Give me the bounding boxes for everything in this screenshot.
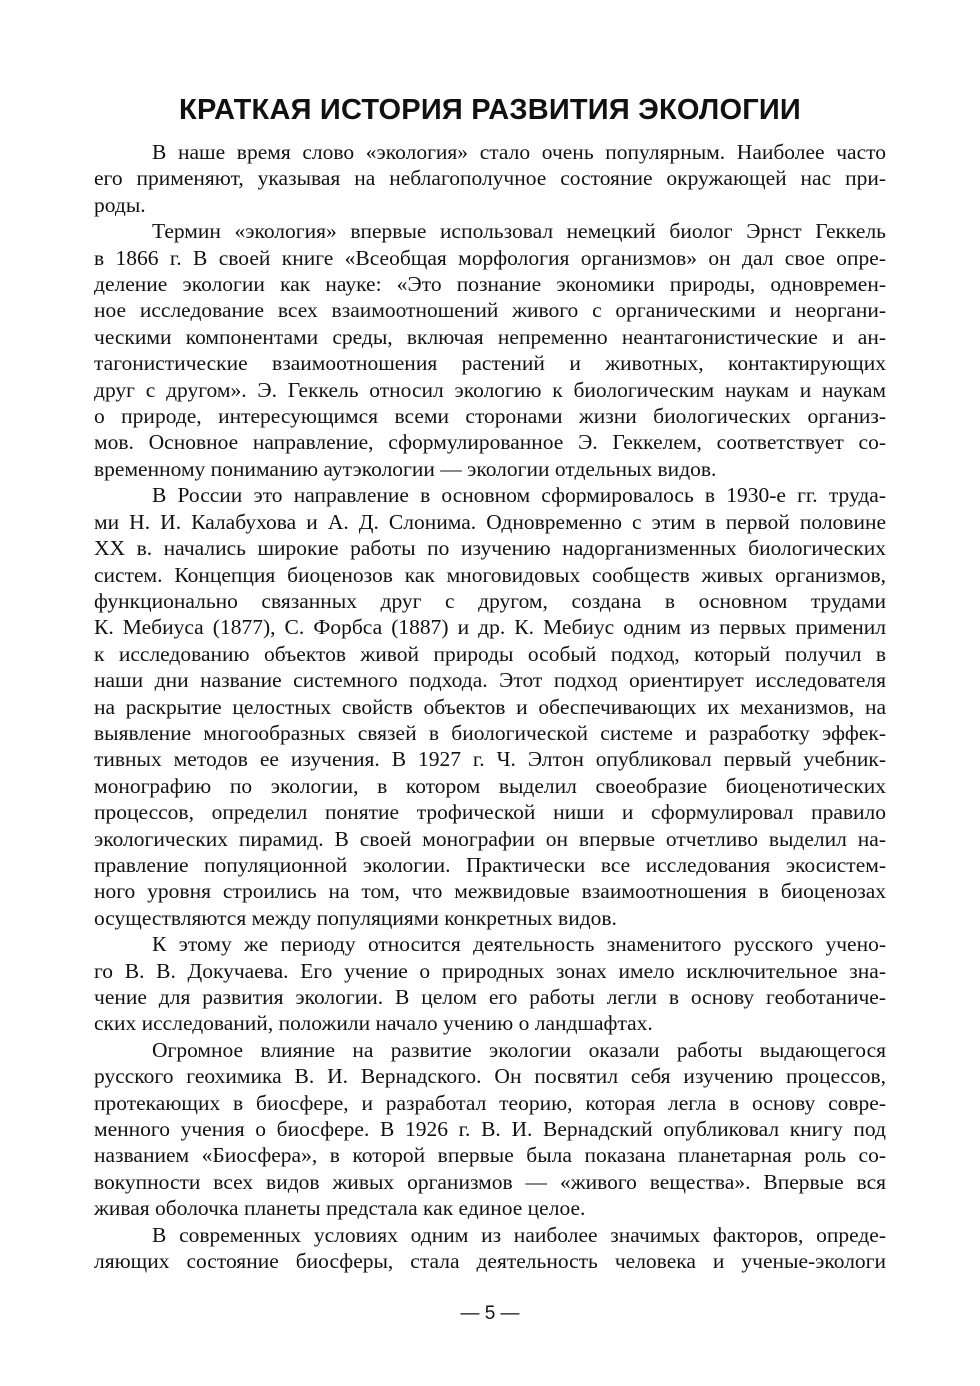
paragraph-line: XX в. начались широкие работы по изучению надорганизменных биологических	[94, 536, 886, 561]
paragraph-line: ских исследований, положили начало учению о ландшафтах.	[94, 1011, 653, 1036]
paragraph-line: ного уровня строились на том, что межвидовые взаимоотношения в биоценозах	[94, 879, 886, 904]
paragraph-line: В России это направление в основном сформировалось в 1930-е гг. труда-	[152, 483, 886, 508]
paragraph-line: экологических пирамид. В своей монографии он впервые отчетливо выделил на-	[94, 826, 886, 851]
paragraph-line: го В. В. Докучаева. Его учение о природных зонах имело исключительное зна-	[94, 958, 886, 983]
paragraph-line: правление популяционной экологии. Практически все исследования экосистем-	[94, 852, 886, 877]
paragraph-line: в 1866 г. В своей книге «Всеобщая морфология организмов» он дал свое опре-	[94, 245, 886, 270]
paragraph-line: к исследованию объектов живой природы особый подход, который получил в	[94, 641, 886, 666]
paragraph	[94, 218, 886, 482]
paragraph	[94, 139, 886, 218]
paragraph-line: деление экологии как науке: «Это познание экономики природы, одновремен-	[94, 272, 886, 297]
paragraph-line: временному пониманию аутэкологии — экологии отдельных видов.	[94, 456, 717, 481]
paragraph-line: о природе, интересующимся всеми сторонами жизни биологических организ-	[94, 404, 886, 429]
paragraph-line: тивных методов ее изучения. В 1927 г. Ч. Элтон опубликовал первый учебник-	[94, 747, 886, 772]
paragraph-line: ми Н. И. Калабухова и А. Д. Слонима. Одновременно с этим в первой половине	[94, 509, 886, 534]
paragraph-line: роды.	[94, 192, 146, 217]
paragraph-line: названием «Биосфера», в которой впервые была показана планетарная роль со-	[94, 1143, 886, 1168]
paragraph-line: вокупности всех видов живых организмов — «живого вещества». Впервые вся	[94, 1169, 886, 1194]
paragraph-line: русского геохимика В. И. Вернадского. Он посвятил себя изучению процессов,	[94, 1064, 886, 1089]
paragraph	[94, 1222, 886, 1275]
document-page	[94, 88, 886, 1274]
paragraph	[94, 1037, 886, 1222]
paragraph-line: тагонистические взаимоотношения растений и животных, контактирующих	[94, 351, 886, 376]
page-title: КРАТКАЯ ИСТОРИЯ РАЗВИТИЯ ЭКОЛОГИИ	[179, 94, 801, 126]
paragraph-line: друг с другом». Э. Геккель относил экологию к биологическим наукам и наукам	[94, 377, 886, 402]
paragraph-line: наши дни название системного подхода. Этот подход ориентирует исследователя	[94, 668, 886, 693]
paragraph-line: систем. Концепция биоценозов как многовидовых сообществ живых организмов,	[94, 562, 886, 587]
paragraph-line: В наше время слово «экология» стало очень популярным. Наиболее часто	[152, 140, 886, 164]
paragraph-line: функционально связанных друг с другом, создана в основном трудами	[94, 588, 886, 613]
paragraph-line: К. Мебиуса (1877), С. Форбса (1887) и др. К. Мебиус одним из первых применил	[94, 615, 886, 640]
paragraph-line: Термин «экология» впервые использовал немецкий биолог Эрнст Геккель	[152, 219, 886, 244]
paragraph-line: чение для развития экологии. В целом его работы легли в основу геоботаниче-	[94, 985, 886, 1009]
paragraph-line: на раскрытие целостных свойств объектов и обеспечивающих их механизмов, на	[94, 694, 886, 719]
paragraph	[94, 931, 886, 1037]
paragraph-line: выявление многообразных связей в биологической системе и разработку эффек-	[94, 720, 886, 745]
paragraph-line: мов. Основное направление, сформулированное Э. Геккелем, соответствует со-	[94, 430, 886, 455]
paragraph-line: В современных условиях одним из наиболее значимых факторов, опреде-	[152, 1222, 886, 1247]
paragraph-line: Огромное влияние на развитие экологии оказали работы выдающегося	[152, 1037, 886, 1062]
paragraph-line: осуществляются между популяциями конкретных видов.	[94, 905, 617, 930]
paragraph-line: процессов, определил понятие трофической ниши и сформулировал правило	[94, 800, 886, 825]
paragraph-line: менного учения о биосфере. В 1926 г. В. И. Вернадский опубликовал книгу под	[94, 1117, 886, 1142]
document-body	[94, 139, 886, 1274]
paragraph-line: монографию по экологии, в котором выделил своеобразие биоценотических	[94, 773, 886, 798]
paragraph-line: ческими компонентами среды, включая непременно неантагонистические и ан-	[94, 324, 886, 349]
paragraph-line: его применяют, указывая на неблагополучное состояние окружающей нас при-	[94, 166, 886, 191]
page-number: — 5 —	[460, 1303, 520, 1324]
paragraph	[94, 482, 886, 931]
paragraph-line: протекающих в биосфере, и разработал теорию, которая легла в основу совре-	[94, 1090, 886, 1115]
paragraph-line: живая оболочка планеты предстала как единое целое.	[94, 1196, 586, 1221]
paragraph-line: К этому же периоду относится деятельность знаменитого русского учено-	[152, 932, 886, 957]
paragraph-line: ное исследование всех взаимоотношений живого с органическими и неоргани-	[94, 298, 886, 323]
paragraph-line: ляющих состояние биосферы, стала деятельность человека и ученые-экологи	[94, 1249, 886, 1274]
